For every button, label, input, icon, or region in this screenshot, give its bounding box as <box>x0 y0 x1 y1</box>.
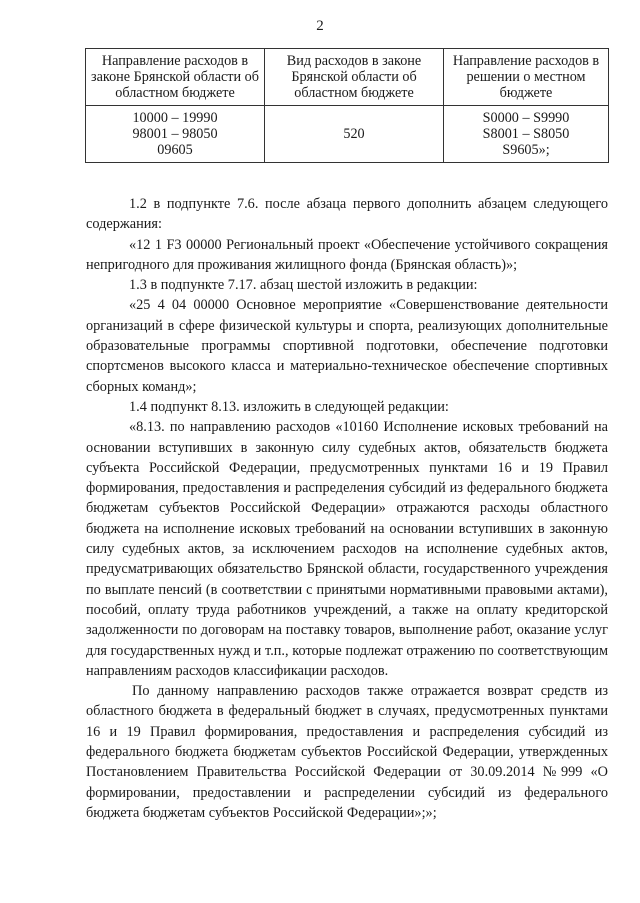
budget-codes-table <box>85 48 609 163</box>
page-number: 2 <box>316 18 324 34</box>
table-cell-line: 98001 – 98050 <box>132 126 218 142</box>
paragraph: «12 1 F3 00000 Региональный проект «Обеспечение устойчивого сокращения непригодного для проживания жилищного фонда (Брянская область)»; <box>86 236 608 273</box>
table-cell-line: S8001 – S8050 <box>482 126 570 142</box>
paragraph: «8.13. по направлению расходов «10160 Исполнение исковых требований на основании вступивших в законную силу судебных актов, обязательств бюджета субъекта Российской Федерации, предусмотренных пунктами 16 и 19 Правил формирования, предоставления и распределения субсидий из федерального бюджета бюджетам субъектов Российской Федерации» отражаются расходы областного бюджета на исполнение исковых требований на основании вступивших в законную силу судебных актов, за исключением расходов на исполнение судебных актов, предусматривающих обязательство Брянской области, государственного учреждения по выплате пенсий (в соответствии с принятыми нормативными правовыми актами), пособий, оплату труда работников учреждений, а также на оплату кредиторской задолженности по договорам на поставку товаров, выполнение работ, оказание услуг для государственных нужд и т.п., которые подлежат отражению по соответствующим направлениям расходов классификации расходов. <box>86 419 608 679</box>
table-header-cell: Направление расходов в решении о местном бюджете <box>444 49 609 106</box>
paragraph: По данному направлению расходов также отражается возврат средств из областного бюджета в федеральный бюджет в случаях, предусмотренных пунктами 16 и 19 Правил формирования, предоставления и распределения субсидий из федерального бюджета бюджетам субъектов Российской Федерации, утвержденных Постановлением Правительства Российской Федерации от 30.09.2014 №999 «О формировании, предоставлении и распределении субсидий из федерального бюджета бюджетам субъектов Российской Федерации»;»; <box>86 683 608 821</box>
table-cell: 520 <box>265 106 444 163</box>
paragraph: 1.4 подпункт 8.13. изложить в следующей редакции: <box>129 398 449 415</box>
table-row <box>86 106 609 163</box>
table-cell-line: 09605 <box>157 142 193 158</box>
table-header-cell: Направление расходов в законе Брянской области об областном бюджете <box>86 49 265 106</box>
table-header-cell: Вид расходов в законе Брянской области об областном бюджете <box>265 49 444 106</box>
table-cell-line: 10000 – 19990 <box>132 110 218 126</box>
table-cell <box>86 106 265 163</box>
table-cell-line: S0000 – S9990 <box>482 110 570 126</box>
paragraph: «25 4 04 00000 Основное мероприятие «Совершенствование деятельности организаций в сфере физической культуры и спорта, реализующих дополнительные образовательные программы спортивной подготовки, обеспечение подготовки спортсменов высокого класса и материально-техническое обеспечение спортивных сборных команд»; <box>86 297 608 395</box>
paragraph: 1.3 в подпункте 7.17. абзац шестой изложить в редакции: <box>129 277 478 294</box>
table-cell-line: S9605»; <box>502 142 550 158</box>
table-cell <box>444 106 609 163</box>
paragraph: 1.2 в подпункте 7.6. после абзаца первого дополнить абзацем следующего содержания: <box>86 196 608 233</box>
document-body <box>86 194 608 823</box>
table-header-row <box>86 49 609 106</box>
